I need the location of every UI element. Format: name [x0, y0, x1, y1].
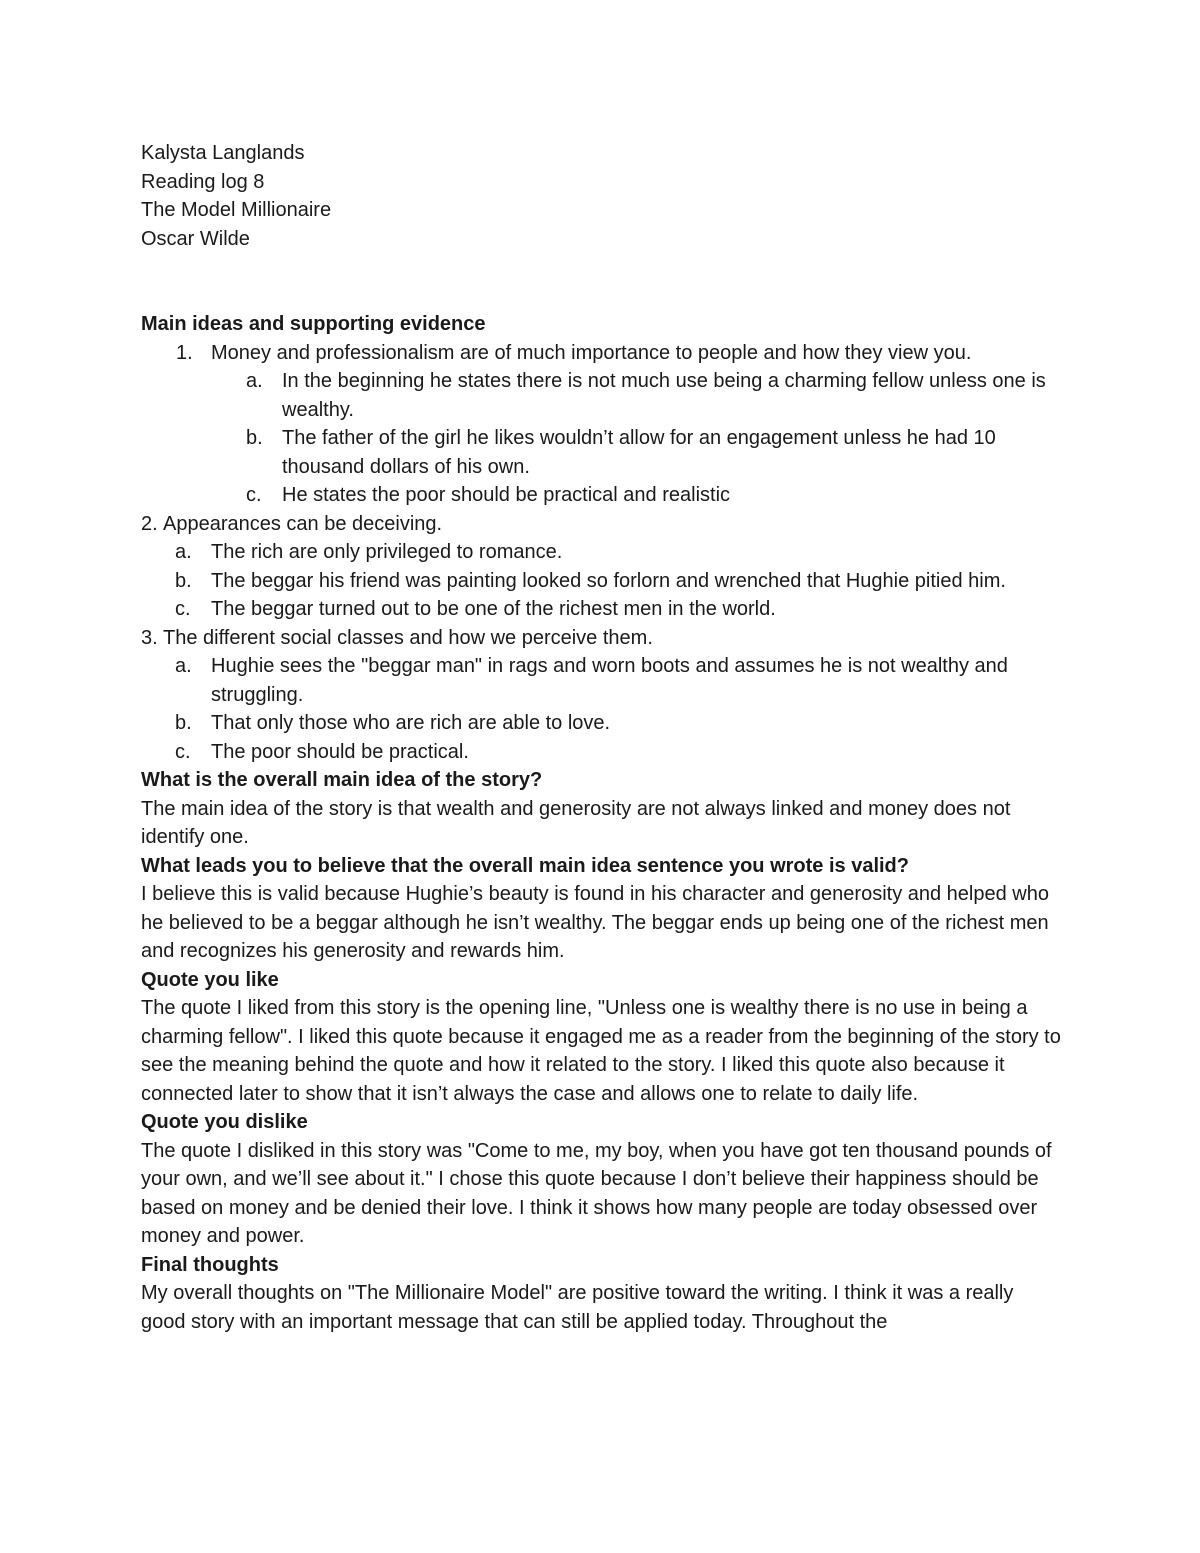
- evidence-text: The beggar turned out to be one of the richest men in the world.: [211, 598, 776, 620]
- evidence-item: [141, 481, 1061, 510]
- list-marker: a.: [175, 541, 192, 563]
- evidence-item: [141, 567, 1061, 596]
- evidence-item: [141, 538, 1061, 567]
- list-marker: c.: [175, 740, 191, 763]
- assignment-title: Reading log 8: [141, 170, 265, 193]
- final-thoughts-text: My overall thoughts on "The Millionaire Model" are positive toward the writing. I think it was a really good story with an important message that can still be applied today. Throughout the: [141, 1282, 1014, 1333]
- overall-idea-text: The main idea of the story is that wealth and generosity are not always linked and money does not identify one.: [141, 797, 1011, 848]
- validity-heading: What leads you to believe that the overall main idea sentence you wrote is valid?: [141, 854, 909, 877]
- evidence-text: The father of the girl he likes wouldn’t allow for an engagement unless he had 10 thousand dollars of his own.: [282, 427, 996, 478]
- story-author: Oscar Wilde: [141, 227, 250, 250]
- evidence-text: In the beginning he states there is not much use being a charming fellow unless one is wealthy.: [282, 370, 1046, 421]
- author-name: Kalysta Langlands: [141, 142, 305, 164]
- list-marker: c.: [246, 484, 262, 506]
- evidence-text: Hughie sees the "beggar man" in rags and worn boots and assumes he is not wealthy and struggling.: [211, 655, 1008, 706]
- quote-dislike-text: The quote I disliked in this story was "Come to me, my boy, when you have got ten thousand pounds of your own, and we’ll see about it." I chose this quote because I don’t believe their happiness should be based on money and be denied their love. I think it shows how many people are today obsessed over money and power.: [141, 1139, 1052, 1247]
- evidence-text: The beggar his friend was painting looked so forlorn and wrenched that Hughie pitied him.: [211, 569, 1006, 592]
- document-page: [141, 139, 1061, 1336]
- main-idea-text: The different social classes and how we perceive them.: [163, 626, 653, 649]
- main-idea-item: [141, 624, 1061, 653]
- story-title: The Model Millionaire: [141, 199, 332, 221]
- main-idea-text: Money and professionalism are of much importance to people and how they view you.: [211, 341, 972, 364]
- list-marker: b.: [246, 427, 263, 449]
- evidence-text: The rich are only privileged to romance.: [211, 541, 563, 563]
- main-idea-item: [141, 510, 1061, 539]
- list-marker: c.: [175, 598, 191, 620]
- evidence-item: [141, 424, 1061, 481]
- list-marker: 3.: [141, 626, 158, 649]
- list-marker: b.: [175, 712, 192, 734]
- list-marker: 2.: [141, 512, 158, 535]
- evidence-text: The poor should be practical.: [211, 740, 469, 763]
- spacer: [141, 253, 1061, 310]
- overall-idea-heading: What is the overall main idea of the story?: [141, 769, 543, 791]
- validity-text: I believe this is valid because Hughie’s beauty is found in his character and generosity and helped who he believed to be a beggar although he isn’t wealthy. The beggar ends up being one of the richest men and recognizes his generosity and rewards him.: [141, 883, 1049, 962]
- quote-like-heading: Quote you like: [141, 968, 279, 991]
- final-thoughts-heading: Final thoughts: [141, 1253, 279, 1276]
- evidence-item: [141, 709, 1061, 738]
- quote-dislike-heading: Quote you dislike: [141, 1111, 308, 1133]
- list-marker: a.: [175, 655, 192, 677]
- evidence-item: [141, 652, 1061, 709]
- list-marker: a.: [246, 370, 263, 392]
- evidence-text: That only those who are rich are able to love.: [211, 712, 611, 734]
- main-idea-item: [141, 339, 1061, 368]
- main-ideas-heading: Main ideas and supporting evidence: [141, 313, 486, 335]
- evidence-item: [141, 595, 1061, 624]
- list-marker: b.: [175, 569, 192, 592]
- evidence-text: He states the poor should be practical and realistic: [282, 484, 731, 506]
- list-marker: 1.: [176, 341, 193, 364]
- quote-like-text: The quote I liked from this story is the opening line, "Unless one is wealthy there is no use in being a charming fellow". I liked this quote because it engaged me as a reader from the beginning of the story to see the meaning behind the quote and how it related to the story. I liked this quote also because it connected later to show that it isn’t always the case and allows one to relate to daily life.: [141, 997, 1061, 1105]
- evidence-item: [141, 367, 1061, 424]
- main-idea-text: Appearances can be deceiving.: [163, 512, 443, 535]
- evidence-item: [141, 738, 1061, 767]
